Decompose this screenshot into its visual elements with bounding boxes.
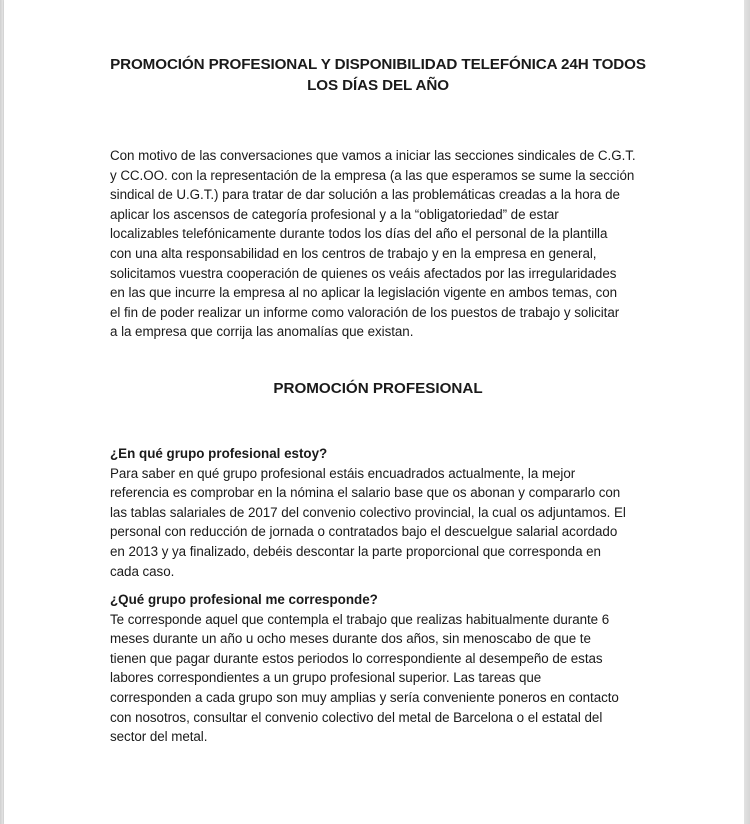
question-heading: ¿Qué grupo profesional me corresponde? — [110, 592, 378, 607]
paragraph-line: labores correspondientes a un grupo profesional superior. Las tareas que — [110, 670, 542, 686]
paragraph-line: y CC.OO. con la representación de la empresa (a las que esperamos se sume la sección — [110, 167, 635, 183]
paragraph-line: el fin de poder realizar un informe como valoración de los puestos de trabajo y solicitar — [110, 304, 620, 320]
paragraph-line: cada caso. — [110, 563, 175, 579]
document-title — [110, 54, 646, 96]
paragraph-line: personal con reducción de jornada o contratados bajo el descuelgue salarial acordado — [110, 524, 618, 540]
paragraph-line: localizables telefónicamente durante todos los días del año el personal de la plantilla — [110, 226, 608, 242]
qa-block — [110, 590, 650, 747]
intro-paragraph — [110, 146, 650, 342]
paragraph-line: referencia es comprobar en la nómina el salario base que os abonan y compararlo con — [110, 485, 621, 501]
paragraph-line: aplicar los ascensos de categoría profesional y a la “obligatoriedad” de estar — [110, 206, 559, 222]
paragraph-line: en 2013 y ya finalizado, debéis descontar la parte proporcional que corresponda en — [110, 543, 601, 559]
qa-block — [110, 444, 650, 581]
paragraph-line: Te corresponde aquel que contempla el trabajo que realizas habitualmente durante 6 — [110, 611, 610, 627]
paragraph-line: con nosotros, consultar el convenio colectivo del metal de Barcelona o el estatal del — [110, 709, 603, 725]
answer-paragraph — [110, 464, 650, 582]
paragraph-line: sector del metal. — [110, 729, 208, 745]
document-page — [4, 0, 744, 824]
question-heading: ¿En qué grupo profesional estoy? — [110, 446, 328, 461]
page-edge-shadow — [744, 0, 750, 824]
paragraph-line: sindical de U.G.T.) para tratar de dar solución a las problemáticas creadas a la hora de — [110, 187, 620, 203]
paragraph-line: Para saber en qué grupo profesional estáis encuadrados actualmente, la mejor — [110, 465, 576, 481]
paragraph-line: con una alta responsabilidad en los centros de trabajo y en la empresa en general, — [110, 245, 597, 261]
paragraph-line: en las que incurre la empresa al no aplicar la legislación vigente en ambos temas, con — [110, 285, 618, 301]
paragraph-line: Con motivo de las conversaciones que vamos a iniciar las secciones sindicales de C.G.T. — [110, 148, 636, 163]
paragraph-line: meses durante un año u ocho meses durante dos años, sin menoscabo de que te — [110, 631, 591, 647]
paragraph-line: tienen que pagar durante estos periodos lo correspondiente al desempeño de estas — [110, 650, 603, 666]
paragraph-line: a la empresa que corrija las anomalías que existan. — [110, 324, 414, 340]
title-line: PROMOCIÓN PROFESIONAL Y DISPONIBILIDAD TELEFÓNICA 24H TODOS — [110, 56, 646, 73]
paragraph-line: solicitamos vuestra cooperación de quienes os veáis afectados por las irregularidades — [110, 265, 617, 281]
title-line: LOS DÍAS DEL AÑO — [307, 77, 449, 94]
paragraph-line: corresponden a cada grupo son muy amplias y sería conveniente poneros en contacto — [110, 689, 619, 705]
answer-paragraph — [110, 610, 650, 747]
section-heading: PROMOCIÓN PROFESIONAL — [273, 380, 483, 397]
paragraph-line: las tablas salariales de 2017 del convenio colectivo provincial, la cual os adjuntamos. El — [110, 504, 626, 520]
